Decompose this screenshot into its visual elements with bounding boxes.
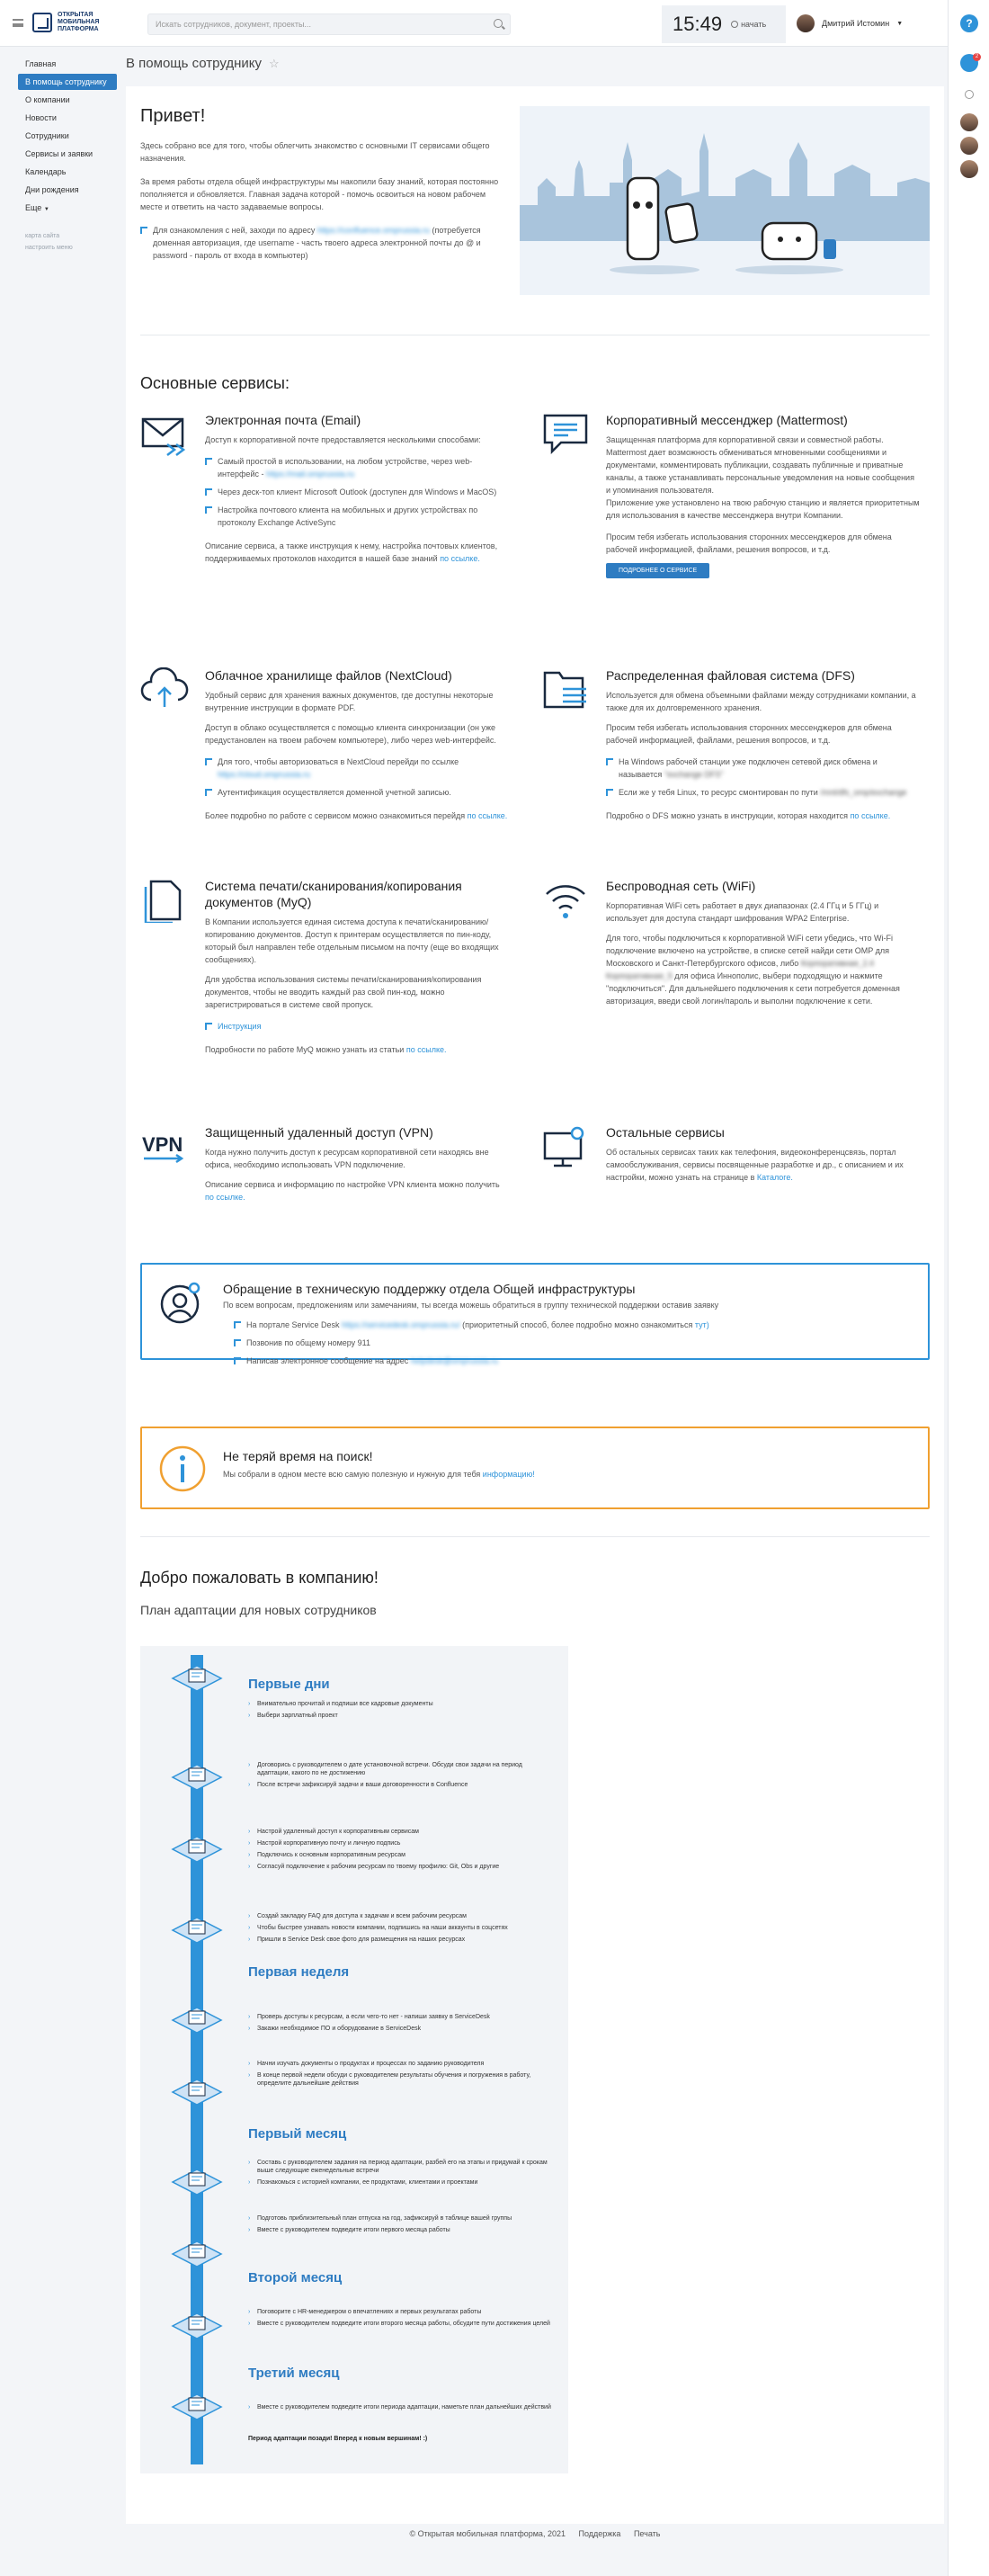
nextcloud-docs-link[interactable]: по ссылке. bbox=[467, 811, 508, 820]
clock-widget bbox=[662, 5, 786, 43]
plan-illustration-icon bbox=[171, 2240, 223, 2272]
service-text-part: Об остальных сервисах таких как телефония, видеоконференцсвязь, портал самообслуживания, сервисы посвященные разработке и др., с описанием и их настройки, можно узнать на странице в bbox=[606, 1148, 904, 1182]
service-text-part: Описание сервиса, а также инструкция к нему, настройка почтовых клиентов, поддерживаемых протоколов находится в нашей базе знаний bbox=[205, 541, 498, 563]
list-item bbox=[205, 455, 511, 480]
email-icon bbox=[140, 412, 189, 457]
service-text: Просим тебя избегать использования сторонних мессенджеров для обмена рабочей информацией, файлами, решения вопросов, и т.д. bbox=[606, 532, 892, 554]
plan-step: › Чтобы быстрее узнавать новости компании, подпишись на наши аккаунты в соцсетях bbox=[248, 1925, 508, 1931]
intro-paragraph: За время работы отдела общей инфраструктуры мы накопили базу знаний, которая постоянно пополняется и обновляется. Главная задача которой - помочь освоиться на новом рабочем месте и ответить на часто задаваемые вопросы. bbox=[140, 177, 499, 211]
monitor-gear-icon bbox=[541, 1124, 590, 1169]
servicedesk-link[interactable]: https://servicedesk.omprussia.ru/ bbox=[342, 1320, 460, 1329]
plan-step: › После встречи зафиксируй задачи и ваши договоренности в Confluence bbox=[248, 1782, 468, 1788]
search-icon[interactable] bbox=[494, 19, 503, 28]
service-text: Приложение уже установлено на твою рабочую станцию и является приоритетным для использования в качестве мессенджера внутри Компании. bbox=[606, 498, 920, 520]
service-text: Корпоративная WiFi сеть работает в двух диапазонах (2.4 ГГц и 5 ГГц) и использует для доступа стандарт шифрования WPA2 Enterprise. bbox=[606, 901, 879, 923]
hint-box bbox=[140, 1427, 930, 1509]
list-item-text: Написав электронное сообщение на адрес bbox=[246, 1356, 409, 1365]
plan-step: › Составь с руководителем задания на период адаптации, разбей его на этапы и придумай к срокам выше следующие еженедельные встречи bbox=[248, 2160, 548, 2174]
support-box bbox=[140, 1263, 930, 1365]
service-title: Электронная почта (Email) bbox=[205, 413, 361, 427]
intro-text: Для ознакомления с ней, заходи по адресу bbox=[153, 226, 316, 235]
intro-text: (потребуется доменная авторизация, где username - часть твоего адреса электронной почты до @ и password - пароль от входа в компьютер) bbox=[153, 226, 481, 260]
stage-title: Первая неделя bbox=[248, 1964, 350, 1980]
hint-text-part: Мы собрали в одном месте всю самую полезную и нужную для тебя bbox=[223, 1470, 481, 1479]
avatar bbox=[797, 14, 815, 32]
service-title: Защищенный удаленный доступ (VPN) bbox=[205, 1125, 433, 1140]
list-item: Через деск-топ клиент Microsoft Outlook (доступен для Windows и MacOS) bbox=[205, 486, 511, 498]
plan-step: › В конце первой недели обсуди с руководителем результаты обучения и погружения в работу, определите дальнейшие действия bbox=[248, 2072, 531, 2087]
support-link[interactable]: Поддержка bbox=[578, 2529, 621, 2538]
hint-text bbox=[223, 1468, 906, 1480]
plan-step-group bbox=[248, 2214, 554, 2238]
logo-text: ОТКРЫТАЯ МОБИЛЬНАЯ ПЛАТФОРМА bbox=[58, 12, 100, 32]
dfs-drive-name: "exchange DFS" bbox=[664, 770, 724, 779]
plan-step: › Подключись к основным корпоративным ресурсам bbox=[248, 1852, 405, 1858]
sidebar-item-employees[interactable]: Сотрудники bbox=[25, 131, 69, 140]
confluence-link[interactable]: https://confluence.omprussia.ru bbox=[316, 226, 430, 235]
plan-illustration-icon bbox=[171, 2006, 223, 2038]
service-text: Когда нужно получить доступ к ресурсам корпоративной сети находясь вне офиса, необходимо использовать VPN подключение. bbox=[205, 1148, 489, 1169]
plan-step-group bbox=[248, 2308, 554, 2331]
copyright: © Открытая мобильная платформа, 2021 bbox=[409, 2529, 566, 2538]
plan-illustration-icon bbox=[171, 1664, 223, 1696]
start-label: начать bbox=[741, 20, 767, 29]
list-item bbox=[234, 1355, 906, 1367]
sidebar-configure-link[interactable]: настроить меню bbox=[25, 245, 73, 251]
avatar[interactable] bbox=[960, 113, 978, 131]
sidebar-item-calendar[interactable]: Календарь bbox=[25, 167, 67, 176]
footer bbox=[126, 2529, 944, 2538]
list-item-text: Если же у тебя Linux, то ресурс смонтирован по пути bbox=[619, 788, 818, 797]
logo[interactable] bbox=[32, 12, 108, 33]
support-title: Обращение в техническую поддержку отдела Общей инфраструктуры bbox=[223, 1282, 636, 1296]
search-input[interactable] bbox=[147, 13, 511, 35]
plan-illustration-icon bbox=[171, 2168, 223, 2200]
chevron-down-icon: ▼ bbox=[43, 207, 49, 212]
list-item bbox=[606, 786, 921, 799]
info-icon bbox=[158, 1445, 207, 1493]
dfs-mount-path: /mnt/dfs_omp/exchange bbox=[820, 788, 907, 797]
intro-illustration bbox=[520, 106, 930, 295]
stage-title: Первые дни bbox=[248, 1677, 330, 1692]
service-text: Доступ в облако осуществляется с помощью клиента синхронизации (он уже предустановлен на твоем рабочем компьютере), либо через web-интерфейс. bbox=[205, 723, 496, 745]
help-icon[interactable]: ? bbox=[960, 14, 978, 32]
avatar[interactable] bbox=[960, 137, 978, 155]
plan-illustration-icon bbox=[171, 1763, 223, 1795]
service-text: В Компании используется единая система доступа к печати/сканированию/копированию документов. Доступ к принтерам осуществляется по пин-коду, который был направлен тебе отдельным письмом на почту (еще во входящих сообщениях). bbox=[205, 917, 499, 964]
list-item bbox=[205, 756, 511, 781]
plan-step: › Договорись с руководителем о дате установочной встречи. Обсуди свои задачи на период адаптации, какого по не достижению bbox=[248, 1762, 522, 1776]
menu-icon[interactable] bbox=[13, 19, 23, 27]
plan-step-group bbox=[248, 2159, 554, 2190]
plan-subtitle: План адаптации для новых сотрудников bbox=[140, 1603, 377, 1617]
top-bar bbox=[0, 0, 989, 47]
list-item: Позвонив по общему номеру 911 bbox=[234, 1337, 906, 1349]
hint-title: Не теряй время на поиск! bbox=[223, 1449, 373, 1463]
list-item-text: Для того, чтобы авторизоваться в NextCloud перейди по ссылке bbox=[218, 757, 459, 766]
sidebar-item-more[interactable] bbox=[18, 200, 117, 216]
play-icon bbox=[731, 21, 738, 28]
user-name: Дмитрий Истомин bbox=[822, 19, 890, 28]
service-text-part: Подробно о DFS можно узнать в инструкции, которая находится bbox=[606, 811, 849, 820]
cloud-upload-icon bbox=[140, 667, 189, 712]
services-title: Основные сервисы: bbox=[140, 374, 290, 392]
plan-step: › Подготовь приблизительный план отпуска на год, зафиксируй в таблице вашей группы bbox=[248, 2215, 512, 2222]
plan-illustration-icon bbox=[171, 1916, 223, 1948]
plan-step: › Пришли в Service Desk свое фото для размещения на наших ресурсах bbox=[248, 1936, 466, 1943]
sidebar-sitemap-link[interactable]: карта сайта bbox=[25, 233, 60, 239]
nextcloud-link[interactable]: https://cloud.omprussia.ru bbox=[218, 770, 311, 779]
clock-time: 15:49 bbox=[673, 13, 723, 35]
search-placeholder: Искать сотрудников, документ, проекты... bbox=[156, 20, 311, 29]
sidebar-item-about[interactable]: О компании bbox=[25, 95, 70, 104]
service-text bbox=[606, 809, 921, 822]
plan-step-group bbox=[248, 2060, 554, 2091]
list-item: Настройка почтового клиента на мобильных и других устройствах по протоколу Exchange ActiveSync bbox=[205, 504, 511, 529]
service-text bbox=[205, 1178, 511, 1203]
plan-illustration-icon bbox=[171, 2078, 223, 2110]
wifi-network-name: Корпоративная_5 bbox=[606, 971, 673, 980]
plan-step-group bbox=[248, 1828, 554, 1874]
plan-step: › Выбери зарплатный проект bbox=[248, 1713, 338, 1719]
service-text-part: Более подробно по работе с сервисом можно ознакомиться перейдя bbox=[205, 811, 466, 820]
plan-step-group bbox=[248, 2403, 554, 2415]
plan-step: › Согласуй подключение к рабочим ресурсам по твоему профилю: Git, Obs и другие bbox=[248, 1864, 500, 1870]
stage-title: Второй месяц bbox=[248, 2270, 343, 2285]
service-title: Облачное хранилище файлов (NextCloud) bbox=[205, 668, 452, 683]
sidebar-item-news[interactable]: Новости bbox=[25, 113, 57, 122]
catalog-link[interactable]: Каталоге. bbox=[756, 1173, 793, 1182]
divider bbox=[140, 1536, 930, 1537]
sidebar-item-services[interactable]: Сервисы и заявки bbox=[25, 149, 94, 158]
sidebar-item-main[interactable]: Главная bbox=[25, 59, 57, 68]
sidebar-item-help[interactable]: В помощь сотруднику bbox=[18, 74, 117, 90]
sidebar-item-label: Еще bbox=[25, 203, 42, 212]
service-text bbox=[205, 1043, 511, 1056]
webmail-link[interactable]: https://mail.omprussia.ru bbox=[265, 470, 355, 479]
page-title-text: В помощь сотруднику bbox=[126, 56, 262, 71]
plan-step: › Создай закладку FAQ для доступа к задачам и всем рабочим ресурсам bbox=[248, 1913, 467, 1919]
service-title: Корпоративный мессенджер (Mattermost) bbox=[606, 413, 848, 427]
list-item-text: На портале Service Desk bbox=[246, 1320, 340, 1329]
email-docs-link[interactable]: по ссылке. bbox=[440, 554, 480, 563]
service-text: Защищенная платформа для корпоративной связи и совместной работы. Mattermost дает возможность обмениваться мгновенными сообщениями и документами, комментировать публикации, создавать публичные и приватные каналы, а также устанавливать персональные уведомления на новые сообщения и упоминания пользователя. bbox=[606, 435, 914, 495]
service-text bbox=[205, 809, 511, 822]
list-item: Аутентификация осуществляется доменной учетной записью. bbox=[205, 786, 511, 799]
list-item-text: (приоритетный способ, более подробно можно ознакомиться bbox=[462, 1320, 693, 1329]
welcome-title: Добро пожаловать в компанию! bbox=[140, 1569, 379, 1587]
intro-title: Привет! bbox=[140, 106, 206, 126]
wifi-icon bbox=[541, 878, 590, 923]
list-item bbox=[606, 756, 921, 781]
helpdesk-email-link[interactable]: helpdesk@omprussia.ru bbox=[410, 1356, 498, 1365]
folder-icon bbox=[541, 667, 590, 712]
plan-step: › Проверь доступы к ресурсам, а если чего-то нет - напиши заявку в ServiceDesk bbox=[248, 2014, 490, 2020]
myq-instruction-link[interactable]: Инструкция bbox=[205, 1020, 511, 1033]
plan-final-text: Период адаптации позади! Вперед к новым вершинам! :) bbox=[248, 2436, 428, 2442]
service-text: Просим тебя избегать использования сторонних мессенджеров для обмена рабочей информацией, файлами, решения вопросов, и т.д. bbox=[606, 723, 892, 745]
print-link[interactable]: Печать bbox=[633, 2529, 661, 2538]
plan-step: › Вместе с руководителем подведите итоги второго месяца работы, обсудите пути достижения целей bbox=[248, 2321, 550, 2327]
plan-step: › Поговорите с HR-менеджером о впечатлениях и первых результатах работы bbox=[248, 2309, 482, 2315]
servicedesk-info-link[interactable]: тут) bbox=[694, 1320, 709, 1329]
dfs-docs-link[interactable]: по ссылке. bbox=[850, 811, 891, 820]
service-title: Система печати/сканирования/копирования документов (MyQ) bbox=[205, 879, 462, 909]
vpn-docs-link[interactable]: по ссылке. bbox=[205, 1193, 245, 1202]
logo-icon bbox=[32, 13, 52, 32]
service-text-part: Подробности по работе MyQ можно узнать из статьи bbox=[205, 1045, 405, 1054]
info-link[interactable]: информацию! bbox=[482, 1470, 535, 1479]
plan-step: › Вместе с руководителем подведите итоги периода адаптации, наметьте план дальнейших действий bbox=[248, 2404, 551, 2411]
service-text-part: для офиса Иннополис, выбери подходящую и нажмите "подключиться". Для дальнейшего подключения к сети потребуется доменная авторизация, введи свой логин/пароль и выполни подключение к сети. bbox=[606, 971, 900, 1006]
plan-step: › Познакомься с историей компании, ее продуктами, клиентами и проектами bbox=[248, 2179, 478, 2186]
plan-step: › Настрой удаленный доступ к корпоративным сервисам bbox=[248, 1829, 419, 1835]
support-user-icon bbox=[158, 1281, 203, 1326]
intro-section bbox=[140, 106, 500, 262]
stage-title: Третий месяц bbox=[248, 2366, 340, 2381]
start-button[interactable] bbox=[731, 20, 766, 29]
service-text: Используется для обмена объемными файлами между сотрудниками компании, а также для их долговременного хранения. bbox=[606, 691, 916, 712]
content-card bbox=[126, 86, 944, 2524]
plan-step-group bbox=[248, 1761, 554, 1793]
messenger-details-button[interactable]: ПОДРОБНЕЕ О СЕРВИСЕ bbox=[606, 563, 709, 578]
copy-icon bbox=[140, 878, 189, 923]
search-icon[interactable] bbox=[965, 90, 974, 99]
adaptation-plan bbox=[140, 1646, 568, 2473]
plan-step: › Настрой корпоративную почту и личную подпись bbox=[248, 1840, 401, 1847]
plan-step: › Вместе с руководителем подведите итоги первого месяца работы bbox=[248, 2227, 450, 2233]
plan-step-group bbox=[248, 1912, 554, 1947]
service-title: Распределенная файловая система (DFS) bbox=[606, 668, 855, 683]
stage-title: Первый месяц bbox=[248, 2126, 347, 2142]
plan-step: › Начни изучать документы о продуктах и процессах по заданию руководителя bbox=[248, 2061, 485, 2067]
service-text: Доступ к корпоративной почте предоставляется несколькими способами: bbox=[205, 435, 481, 444]
plan-illustration-icon bbox=[171, 2312, 223, 2344]
service-title: Остальные сервисы bbox=[606, 1125, 725, 1140]
service-text bbox=[606, 1146, 921, 1184]
star-icon[interactable]: ☆ bbox=[269, 56, 280, 70]
intro-link-item bbox=[140, 224, 500, 262]
service-title: Беспроводная сеть (WiFi) bbox=[606, 879, 756, 893]
plan-illustration-icon bbox=[171, 2393, 223, 2425]
vpn-icon bbox=[140, 1124, 189, 1169]
avatar[interactable] bbox=[960, 160, 978, 178]
svg-text:VPN: VPN bbox=[142, 1133, 183, 1156]
right-toolbar bbox=[948, 0, 989, 2576]
chevron-down-icon: ▼ bbox=[896, 20, 904, 27]
sidebar bbox=[18, 56, 117, 254]
myq-docs-link[interactable]: по ссылке. bbox=[405, 1045, 447, 1054]
plan-step-group bbox=[248, 2013, 554, 2036]
list-item-text: На Windows рабочей станции уже подключен сетевой диск обмена и называется bbox=[619, 757, 878, 779]
intro-paragraph: Здесь собрано все для того, чтобы облегчить знакомство с основными IT сервисами общего назначения. bbox=[140, 141, 490, 163]
service-text bbox=[606, 932, 921, 1007]
plan-illustration-icon bbox=[171, 1835, 223, 1867]
page-title bbox=[126, 56, 280, 71]
support-text: По всем вопросам, предложениям или замечаниям, ты всегда можешь обратиться в группу технической поддержки оставив заявку bbox=[223, 1301, 719, 1310]
wifi-network-name: Корпоративная_2.4 bbox=[800, 959, 875, 968]
service-text bbox=[205, 540, 511, 565]
service-text-part: Описание сервиса и информацию по настройке VPN клиента можно получить bbox=[205, 1180, 500, 1189]
service-text-part: Для того, чтобы подключиться к корпоративной WiFi сети убедись, что Wi-Fi подключение включено на устройстве, в списке сетей найди сети OMP для Московского и Санкт-Петербургского офисов, либо bbox=[606, 934, 893, 968]
service-text: Удобный сервис для хранения важных документов, где доступны некоторые внутренние инструкции в формате PDF. bbox=[205, 691, 494, 712]
list-item-text: Самый простой в использовании, на любом устройстве, через web-интерфейс - bbox=[218, 457, 473, 479]
user-menu[interactable] bbox=[797, 14, 903, 32]
sidebar-item-birthdays[interactable]: Дни рождения bbox=[25, 185, 79, 194]
service-text: Для удобства использования системы печати/сканирования/копирования документов, чтобы не вводить каждый раз свой пин-код, можно зарегистрироваться в системе свой пропуск. bbox=[205, 975, 482, 1009]
list-item bbox=[234, 1319, 906, 1331]
notification-badge: 2 bbox=[973, 53, 981, 61]
plan-step: › Внимательно прочитай и подпиши все кадровые документы bbox=[248, 1701, 433, 1707]
plan-step-group bbox=[248, 1700, 554, 1723]
chat-icon bbox=[541, 412, 590, 457]
plan-step: › Закажи необходимое ПО и оборудование в ServiceDesk bbox=[248, 2026, 422, 2032]
